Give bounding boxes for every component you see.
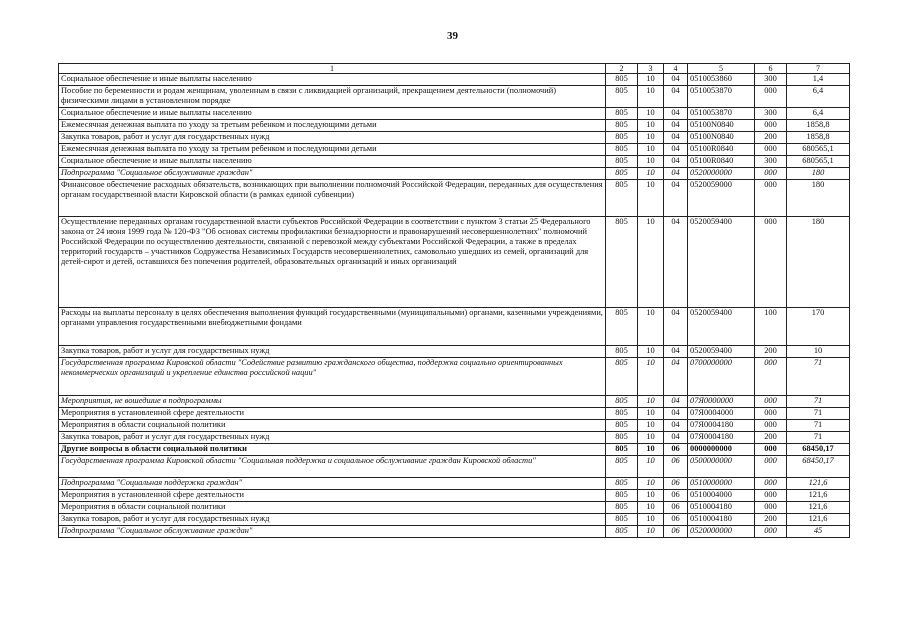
- header-cell-7: 7: [787, 64, 850, 74]
- ministry-code: 805: [606, 74, 638, 86]
- section-code: 10: [638, 308, 664, 346]
- subsection-code: 04: [664, 132, 688, 144]
- target-item-code: 0520059000: [688, 180, 755, 217]
- expense-type-code: 000: [755, 168, 787, 180]
- table-row: [59, 86, 850, 108]
- item-name: Мероприятия в области социальной политики: [59, 420, 606, 432]
- target-item-code: 0520059400: [688, 217, 755, 308]
- target-item-code: 07Я0004180: [688, 432, 755, 444]
- section-code: 10: [638, 144, 664, 156]
- ministry-code: 805: [606, 168, 638, 180]
- amount: 121,6: [787, 502, 850, 514]
- section-code: 10: [638, 168, 664, 180]
- subsection-code: 04: [664, 180, 688, 217]
- target-item-code: 0520000000: [688, 168, 755, 180]
- expense-type-code: 200: [755, 346, 787, 358]
- amount: 1858,8: [787, 120, 850, 132]
- amount: 121,6: [787, 490, 850, 502]
- amount: 6,4: [787, 108, 850, 120]
- amount: 10: [787, 346, 850, 358]
- expense-type-code: 000: [755, 180, 787, 217]
- amount: 121,6: [787, 478, 850, 490]
- ministry-code: 805: [606, 217, 638, 308]
- expense-type-code: 000: [755, 358, 787, 396]
- section-code: 10: [638, 502, 664, 514]
- amount: 45: [787, 526, 850, 538]
- ministry-code: 805: [606, 144, 638, 156]
- table-row: [59, 514, 850, 526]
- amount: 71: [787, 396, 850, 408]
- subsection-code: 04: [664, 408, 688, 420]
- expense-type-code: 000: [755, 502, 787, 514]
- table-row: [59, 120, 850, 132]
- section-code: 10: [638, 456, 664, 478]
- header-cell-5: 5: [688, 64, 755, 74]
- table-row: [59, 156, 850, 168]
- subsection-code: 06: [664, 478, 688, 490]
- subsection-code: 04: [664, 156, 688, 168]
- item-name: Пособие по беременности и родам женщинам, уволенным в связи с ликвидацией организаций, прекращением деятельности (полномочий) физическими лицами в установленном порядке: [59, 86, 606, 108]
- expense-type-code: 000: [755, 408, 787, 420]
- item-name: Подпрограмма "Социальное обслуживание граждан": [59, 168, 606, 180]
- section-code: 10: [638, 408, 664, 420]
- table-body: [59, 74, 850, 538]
- item-name: Закупка товаров, работ и услуг для государственных нужд: [59, 514, 606, 526]
- target-item-code: 07Я0004000: [688, 408, 755, 420]
- target-item-code: 05100N0840: [688, 120, 755, 132]
- subsection-code: 06: [664, 444, 688, 456]
- ministry-code: 805: [606, 132, 638, 144]
- amount: 1858,8: [787, 132, 850, 144]
- target-item-code: 0510000000: [688, 478, 755, 490]
- subsection-code: 06: [664, 502, 688, 514]
- ministry-code: 805: [606, 526, 638, 538]
- target-item-code: 05100N0840: [688, 132, 755, 144]
- amount: 121,6: [787, 514, 850, 526]
- ministry-code: 805: [606, 490, 638, 502]
- table-row: [59, 456, 850, 478]
- expense-type-code: 000: [755, 86, 787, 108]
- ministry-code: 805: [606, 444, 638, 456]
- subsection-code: 04: [664, 144, 688, 156]
- ministry-code: 805: [606, 456, 638, 478]
- table-row: [59, 502, 850, 514]
- expense-type-code: 000: [755, 444, 787, 456]
- expense-type-code: 200: [755, 432, 787, 444]
- subsection-code: 04: [664, 74, 688, 86]
- table-row: [59, 358, 850, 396]
- amount: 680565,1: [787, 156, 850, 168]
- subsection-code: 04: [664, 420, 688, 432]
- item-name: Закупка товаров, работ и услуг для государственных нужд: [59, 132, 606, 144]
- item-name: Мероприятия в области социальной политики: [59, 502, 606, 514]
- target-item-code: 05100R0840: [688, 144, 755, 156]
- table-row: [59, 444, 850, 456]
- subsection-code: 06: [664, 514, 688, 526]
- expense-type-code: 200: [755, 132, 787, 144]
- table-row: [59, 74, 850, 86]
- expense-type-code: 000: [755, 456, 787, 478]
- subsection-code: 04: [664, 168, 688, 180]
- item-name: Закупка товаров, работ и услуг для государственных нужд: [59, 432, 606, 444]
- budget-table: [58, 63, 850, 538]
- item-name: Мероприятия, не вошедшие в подпрограммы: [59, 396, 606, 408]
- header-cell-1: 1: [59, 64, 606, 74]
- amount: 71: [787, 420, 850, 432]
- section-code: 10: [638, 358, 664, 396]
- section-code: 10: [638, 132, 664, 144]
- expense-type-code: 000: [755, 478, 787, 490]
- header-row: [59, 64, 850, 74]
- target-item-code: 0520059400: [688, 346, 755, 358]
- amount: 6,4: [787, 86, 850, 108]
- target-item-code: 07Я0000000: [688, 396, 755, 408]
- table-row: [59, 432, 850, 444]
- amount: 180: [787, 168, 850, 180]
- subsection-code: 06: [664, 490, 688, 502]
- expense-type-code: 300: [755, 108, 787, 120]
- item-name: Государственная программа Кировской области "Социальная поддержка и социальное обслуживание граждан Кировской области": [59, 456, 606, 478]
- item-name: Социальное обеспечение и иные выплаты населению: [59, 156, 606, 168]
- section-code: 10: [638, 420, 664, 432]
- subsection-code: 04: [664, 217, 688, 308]
- expense-type-code: 300: [755, 156, 787, 168]
- target-item-code: 0520000000: [688, 526, 755, 538]
- section-code: 10: [638, 86, 664, 108]
- section-code: 10: [638, 432, 664, 444]
- table-row: [59, 526, 850, 538]
- section-code: 10: [638, 444, 664, 456]
- item-name: Мероприятия в установленной сфере деятельности: [59, 490, 606, 502]
- target-item-code: 0000000000: [688, 444, 755, 456]
- ministry-code: 805: [606, 86, 638, 108]
- target-item-code: 0700000000: [688, 358, 755, 396]
- ministry-code: 805: [606, 358, 638, 396]
- expense-type-code: 000: [755, 120, 787, 132]
- section-code: 10: [638, 346, 664, 358]
- subsection-code: 04: [664, 346, 688, 358]
- item-name: Ежемесячная денежная выплата по уходу за третьим ребенком и последующими детьми: [59, 144, 606, 156]
- target-item-code: 07Я0004180: [688, 420, 755, 432]
- ministry-code: 805: [606, 502, 638, 514]
- amount: 180: [787, 217, 850, 308]
- expense-type-code: 100: [755, 308, 787, 346]
- table-row: [59, 408, 850, 420]
- expense-type-code: 000: [755, 420, 787, 432]
- header-cell-2: 2: [606, 64, 638, 74]
- expense-type-code: 000: [755, 396, 787, 408]
- amount: 71: [787, 358, 850, 396]
- expense-type-code: 200: [755, 514, 787, 526]
- table-row: [59, 217, 850, 308]
- target-item-code: 0510053860: [688, 74, 755, 86]
- item-name: Подпрограмма "Социальное обслуживание граждан": [59, 526, 606, 538]
- item-name: Ежемесячная денежная выплата по уходу за третьим ребенком и последующими детьми: [59, 120, 606, 132]
- table-row: [59, 144, 850, 156]
- amount: 680565,1: [787, 144, 850, 156]
- table-row: [59, 420, 850, 432]
- section-code: 10: [638, 526, 664, 538]
- ministry-code: 805: [606, 120, 638, 132]
- table-row: [59, 168, 850, 180]
- table-row: [59, 132, 850, 144]
- table-row: [59, 396, 850, 408]
- ministry-code: 805: [606, 396, 638, 408]
- ministry-code: 805: [606, 180, 638, 217]
- expense-type-code: 000: [755, 144, 787, 156]
- table-row: [59, 108, 850, 120]
- item-name: Финансовое обеспечение расходных обязательств, возникающих при выполнении полномочий Российской Федерации, переданных для осуществления органам государственной власти Кировской области (в рамках единой субвенции): [59, 180, 606, 217]
- table-row: [59, 346, 850, 358]
- section-code: 10: [638, 490, 664, 502]
- amount: 1,4: [787, 74, 850, 86]
- item-name: Другие вопросы в области социальной политики: [59, 444, 606, 456]
- target-item-code: 0510004180: [688, 514, 755, 526]
- subsection-code: 04: [664, 120, 688, 132]
- section-code: 10: [638, 74, 664, 86]
- section-code: 10: [638, 514, 664, 526]
- subsection-code: 04: [664, 358, 688, 396]
- table-row: [59, 180, 850, 217]
- amount: 170: [787, 308, 850, 346]
- amount: 71: [787, 408, 850, 420]
- item-name: Мероприятия в установленной сфере деятельности: [59, 408, 606, 420]
- ministry-code: 805: [606, 514, 638, 526]
- ministry-code: 805: [606, 432, 638, 444]
- ministry-code: 805: [606, 478, 638, 490]
- subsection-code: 04: [664, 308, 688, 346]
- header-cell-3: 3: [638, 64, 664, 74]
- table-row: [59, 490, 850, 502]
- section-code: 10: [638, 120, 664, 132]
- target-item-code: 0510004180: [688, 502, 755, 514]
- expense-type-code: 000: [755, 490, 787, 502]
- subsection-code: 04: [664, 432, 688, 444]
- expense-type-code: 000: [755, 526, 787, 538]
- amount: 71: [787, 432, 850, 444]
- section-code: 10: [638, 478, 664, 490]
- expense-type-code: 000: [755, 217, 787, 308]
- header-cell-6: 6: [755, 64, 787, 74]
- ministry-code: 805: [606, 156, 638, 168]
- subsection-code: 06: [664, 526, 688, 538]
- header-cell-4: 4: [664, 64, 688, 74]
- target-item-code: 0500000000: [688, 456, 755, 478]
- ministry-code: 805: [606, 408, 638, 420]
- amount: 68450,17: [787, 444, 850, 456]
- target-item-code: 0510053870: [688, 108, 755, 120]
- target-item-code: 0510053870: [688, 86, 755, 108]
- target-item-code: 0520059400: [688, 308, 755, 346]
- item-name: Социальное обеспечение и иные выплаты населению: [59, 108, 606, 120]
- page-number: 39: [447, 30, 458, 42]
- subsection-code: 04: [664, 108, 688, 120]
- item-name: Государственная программа Кировской области "Содействие развитию гражданского общества, поддержка социально ориентированных некоммерческих организаций и укрепление единства российской нации": [59, 358, 606, 396]
- ministry-code: 805: [606, 420, 638, 432]
- section-code: 10: [638, 156, 664, 168]
- item-name: Закупка товаров, работ и услуг для государственных нужд: [59, 346, 606, 358]
- subsection-code: 04: [664, 86, 688, 108]
- subsection-code: 04: [664, 396, 688, 408]
- target-item-code: 05100R0840: [688, 156, 755, 168]
- expense-type-code: 300: [755, 74, 787, 86]
- item-name: Расходы на выплаты персоналу в целях обеспечения выполнения функций государственными (муниципальными) органами, казенными учреждениями, органами управления государственными внебюджетными фондами: [59, 308, 606, 346]
- ministry-code: 805: [606, 308, 638, 346]
- ministry-code: 805: [606, 346, 638, 358]
- section-code: 10: [638, 217, 664, 308]
- section-code: 10: [638, 108, 664, 120]
- target-item-code: 0510004000: [688, 490, 755, 502]
- table-row: [59, 308, 850, 346]
- section-code: 10: [638, 180, 664, 217]
- item-name: Осуществление переданных органам государственной власти субъектов Российской Федерации в соответствии с пунктом 3 статьи 25 Федерального закона от 24 июня 1999 года № 120-ФЗ "Об основах системы профилактики безнадзорности и правонарушений несовершеннолетних" полномочий Российской Федерации по осуществлению деятельности, связанной с перевозкой между субъектами Российской Федерации, а также в пределах территорий государств – участников Содружества Независимых Государств несовершеннолетних, самовольно ушедших из семей, организаций для детей-сирот и детей, оставшихся без попечения родителей, образовательных организаций и иных организаций: [59, 217, 606, 308]
- subsection-code: 06: [664, 456, 688, 478]
- table-row: [59, 478, 850, 490]
- ministry-code: 805: [606, 108, 638, 120]
- item-name: Социальное обеспечение и иные выплаты населению: [59, 74, 606, 86]
- amount: 68450,17: [787, 456, 850, 478]
- item-name: Подпрограмма "Социальная поддержка граждан": [59, 478, 606, 490]
- amount: 180: [787, 180, 850, 217]
- section-code: 10: [638, 396, 664, 408]
